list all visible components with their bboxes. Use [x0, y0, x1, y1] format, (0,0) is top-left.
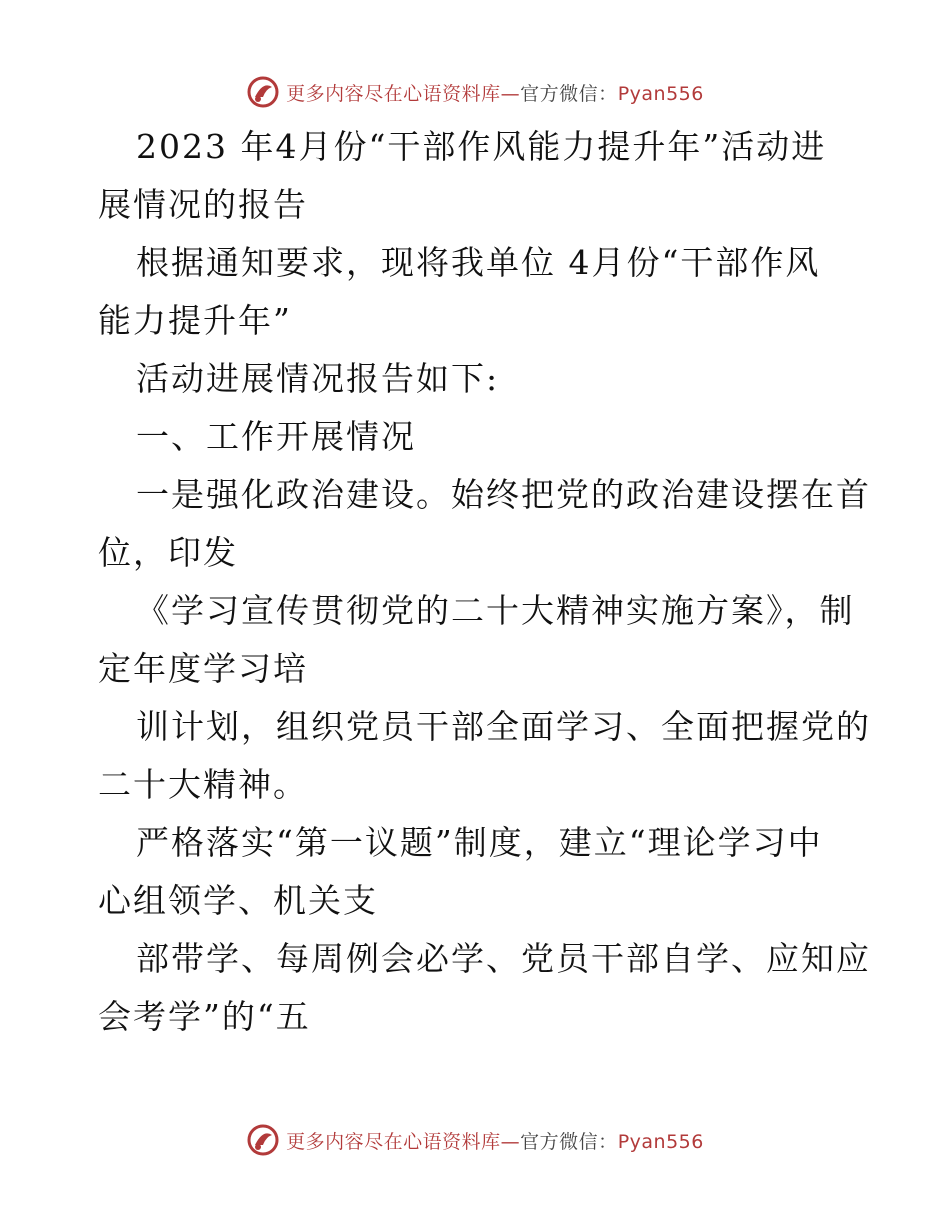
watermark-text: [286, 1127, 704, 1154]
text-line: 《学习宣传贯彻党的二十大精神实施方案》，制: [136, 591, 855, 630]
text-line: 一是强化政治建设。始终把党的政治建设摆在首: [136, 475, 871, 514]
text-line: 2023 年4月份“干部作风能力提升年”活动进: [136, 127, 827, 166]
watermark-text: [286, 79, 704, 106]
text-line: 活动进展情况报告如下:: [136, 359, 500, 398]
text-line: 根据通知要求，现将我单位 4月份“干部作风: [136, 243, 821, 282]
watermark-wechat-label: 官方微信：: [520, 1130, 618, 1153]
text-line: 严格落实“第一议题”制度，建立“理论学习中: [136, 823, 823, 862]
text-line: 心组领学、机关支: [98, 881, 378, 920]
text-line: 部带学、每周例会必学、党员干部自学、应知应: [136, 939, 871, 978]
text-line: 能力提升年”: [98, 301, 292, 340]
document-body: [98, 118, 871, 1046]
footer-watermark: [0, 1120, 950, 1160]
text-line: 二十大精神。: [98, 765, 308, 804]
watermark-main: 更多内容尽在心语资料库—: [286, 82, 521, 105]
brand-logo-icon: [246, 1123, 280, 1157]
text-line: 定年度学习培: [98, 649, 308, 688]
text-line: 会考学”的“五: [98, 997, 311, 1036]
text-line: 一、工作开展情况: [136, 417, 416, 456]
watermark-wechat-label: 官方微信：: [520, 82, 618, 105]
watermark-main: 更多内容尽在心语资料库—: [286, 1130, 521, 1153]
watermark-wechat-id: Pyan556: [617, 1130, 704, 1153]
header-watermark: [0, 72, 950, 112]
text-line: 展情况的报告: [98, 185, 308, 224]
brand-logo-icon: [246, 75, 280, 109]
text-line: 训计划，组织党员干部全面学习、全面把握党的: [136, 707, 871, 746]
text-line: 位，印发: [98, 533, 238, 572]
watermark-wechat-id: Pyan556: [617, 82, 704, 105]
